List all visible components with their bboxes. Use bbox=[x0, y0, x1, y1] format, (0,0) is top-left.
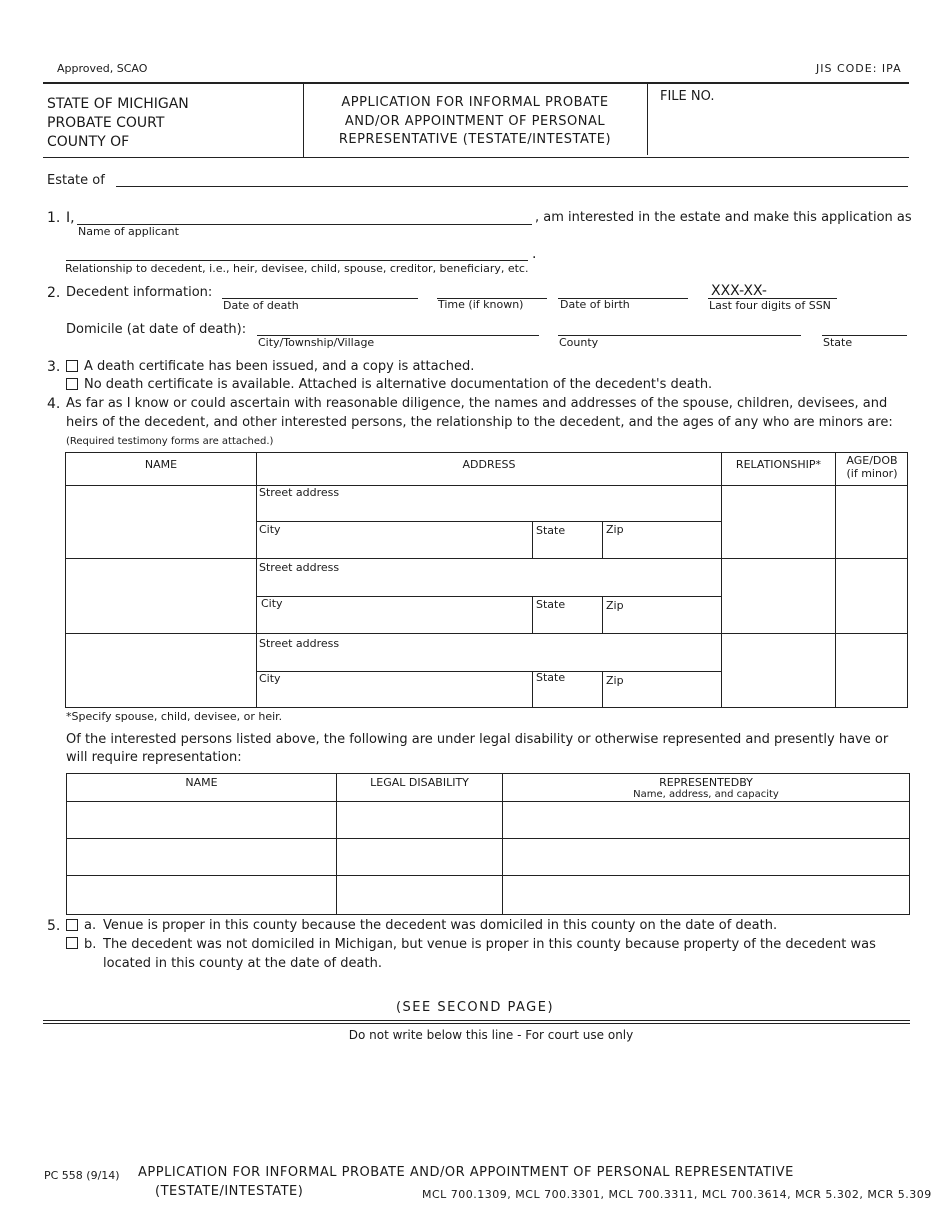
header-bottom-rule bbox=[43, 157, 909, 158]
interested-persons-table bbox=[65, 452, 908, 708]
footer-title-line-1: APPLICATION FOR INFORMAL PROBATE AND/OR APPOINTMENT OF PERSONAL REPRESENTATIVE bbox=[138, 1165, 794, 1180]
relationship-caption: Relationship to decedent, i.e., heir, devisee, child, spouse, creditor, beneficiary, etc. bbox=[65, 262, 529, 275]
row3-street-rule bbox=[256, 671, 721, 672]
city-caption: City/Township/Village bbox=[258, 336, 375, 349]
legal-disability-table bbox=[66, 773, 910, 915]
item1-period: . bbox=[532, 246, 537, 262]
item4-number: 4. bbox=[47, 396, 61, 412]
venue-b-checkbox[interactable] bbox=[66, 937, 78, 949]
row2-street-rule bbox=[256, 596, 721, 597]
date-of-birth-caption: Date of birth bbox=[560, 298, 630, 311]
ld-header-rule bbox=[67, 801, 909, 802]
form-title-line-3: REPRESENTATIVE (TESTATE/INTESTATE) bbox=[338, 132, 612, 147]
item1-number: 1. bbox=[47, 210, 61, 226]
venue-b-text-1: The decedent was not domiciled in Michigan, but venue is proper in this county because property of the decedent was bbox=[103, 937, 876, 952]
venue-a-checkbox[interactable] bbox=[66, 919, 78, 931]
col-header-age-line-2: (if minor) bbox=[846, 467, 898, 480]
ld-row1-rule bbox=[67, 838, 909, 839]
disability-line-1: Of the interested persons listed above, the following are under legal disability or otherwise represented and presently have or bbox=[66, 732, 889, 747]
county-caption: County bbox=[559, 336, 599, 349]
no-death-certificate-checkbox[interactable] bbox=[66, 378, 78, 390]
col-divider-address bbox=[721, 453, 722, 707]
approved-label: Approved, SCAO bbox=[57, 62, 148, 75]
venue-a-letter: a. bbox=[84, 918, 97, 933]
row1-state-label: State bbox=[536, 524, 566, 537]
row2-zip-label: Zip bbox=[606, 599, 624, 612]
court-use-rule-1 bbox=[43, 1020, 910, 1021]
estate-field[interactable] bbox=[116, 186, 908, 187]
ld-header-rep-sub: Name, address, and capacity bbox=[633, 789, 779, 800]
item1-suffix: , am interested in the estate and make this application as bbox=[535, 210, 912, 225]
col-divider-name bbox=[256, 453, 257, 707]
court-use-rule-2 bbox=[43, 1023, 910, 1024]
row2-street-label: Street address bbox=[259, 561, 340, 574]
col-header-relationship: RELATIONSHIP* bbox=[735, 458, 822, 471]
row1-street-label: Street address bbox=[259, 486, 340, 499]
form-title bbox=[305, 94, 645, 150]
file-no-field[interactable] bbox=[660, 108, 905, 148]
row3-zip-divider bbox=[602, 671, 603, 707]
form-title-line-2: AND/OR APPOINTMENT OF PERSONAL bbox=[344, 113, 606, 129]
court-block bbox=[47, 95, 189, 152]
testimony-note: (Required testimony forms are attached.) bbox=[66, 436, 274, 447]
date-of-death-caption: Date of death bbox=[223, 299, 299, 312]
court-use-note: Do not write below this line - For court use only bbox=[348, 1028, 634, 1042]
item3-number: 3. bbox=[47, 359, 61, 375]
form-number: PC 558 (9/14) bbox=[44, 1169, 120, 1182]
row1-zip-divider bbox=[602, 521, 603, 558]
see-second-page: (SEE SECOND PAGE) bbox=[395, 1000, 555, 1015]
row3-city-label: City bbox=[259, 672, 281, 685]
row2-city-label: City bbox=[261, 597, 283, 610]
row1-bottom-rule bbox=[66, 558, 907, 559]
col-header-age-line-1: AGE/DOB bbox=[846, 454, 898, 467]
court-name: PROBATE COURT bbox=[47, 115, 165, 131]
row3-state-divider bbox=[532, 671, 533, 707]
ld-header-legal: LEGAL DISABILITY bbox=[370, 776, 469, 789]
court-state: STATE OF MICHIGAN bbox=[47, 96, 189, 112]
disability-line-2: will require representation: bbox=[66, 750, 242, 765]
relationship-footnote: *Specify spouse, child, devisee, or heir. bbox=[66, 710, 283, 723]
ld-header-rep: REPRESENTEDBY bbox=[659, 776, 753, 789]
ld-col-divider-1 bbox=[336, 774, 337, 914]
jis-code: JIS CODE: IPA bbox=[816, 62, 902, 75]
relationship-field[interactable] bbox=[66, 260, 528, 261]
col-header-age bbox=[836, 454, 908, 480]
death-certificate-checkbox[interactable] bbox=[66, 360, 78, 372]
footer-citations: MCL 700.1309, MCL 700.3301, MCL 700.3311, MCL 700.3614, MCR 5.302, MCR 5.309 bbox=[422, 1188, 932, 1201]
header-divider-1 bbox=[303, 83, 304, 157]
row3-state-label: State bbox=[536, 671, 566, 684]
item1-prefix: I, bbox=[66, 210, 75, 226]
header-divider-2 bbox=[647, 83, 648, 155]
row2-state-label: State bbox=[536, 598, 566, 611]
time-caption: Time (if known) bbox=[438, 298, 524, 311]
row2-zip-divider bbox=[602, 596, 603, 633]
ld-header-name: NAME bbox=[185, 776, 218, 789]
state-caption: State bbox=[823, 336, 853, 349]
estate-label: Estate of bbox=[47, 173, 105, 188]
court-county: COUNTY OF bbox=[47, 134, 130, 150]
ssn-caption: Last four digits of SSN bbox=[709, 299, 831, 312]
form-title-line-1: APPLICATION FOR INFORMAL PROBATE bbox=[341, 95, 609, 110]
row1-street-rule bbox=[256, 521, 721, 522]
item4-line-2: heirs of the decedent, and other interested persons, the relationship to the decedent, and the ages of any who are minors are: bbox=[66, 415, 893, 430]
col-divider-relationship bbox=[835, 453, 836, 707]
row1-state-divider bbox=[532, 521, 533, 558]
row2-state-divider bbox=[532, 596, 533, 633]
file-no-label: FILE NO. bbox=[660, 89, 715, 104]
venue-a-text: Venue is proper in this county because the decedent was domiciled in this county on the date of death. bbox=[103, 918, 778, 933]
ssn-prefix: XXX-XX- bbox=[711, 283, 767, 299]
item2-number: 2. bbox=[47, 285, 61, 301]
col-header-address: ADDRESS bbox=[462, 458, 516, 471]
item5-number: 5. bbox=[47, 918, 61, 934]
decedent-info-label: Decedent information: bbox=[66, 285, 213, 300]
death-certificate-label: A death certificate has been issued, and a copy is attached. bbox=[84, 359, 475, 374]
row1-city-label: City bbox=[259, 523, 281, 536]
item4-line-1: As far as I know or could ascertain with reasonable diligence, the names and addresses of the spouse, children, devisees, and bbox=[66, 396, 888, 411]
col-header-name: NAME bbox=[144, 458, 178, 471]
header-top-rule bbox=[43, 82, 909, 84]
ld-row2-rule bbox=[67, 875, 909, 876]
row2-bottom-rule bbox=[66, 633, 907, 634]
row3-street-label: Street address bbox=[259, 637, 340, 650]
venue-b-letter: b. bbox=[84, 937, 97, 952]
applicant-name-caption: Name of applicant bbox=[78, 225, 179, 238]
row1-zip-label: Zip bbox=[606, 523, 624, 536]
no-death-certificate-label: No death certificate is available. Attached is alternative documentation of the decedent's death. bbox=[84, 377, 713, 392]
footer-title-line-2: (TESTATE/INTESTATE) bbox=[155, 1184, 304, 1199]
domicile-label: Domicile (at date of death): bbox=[66, 322, 247, 337]
venue-b-text-2: located in this county at the date of death. bbox=[103, 956, 382, 971]
row3-zip-label: Zip bbox=[606, 674, 624, 687]
header-row-rule bbox=[66, 485, 907, 486]
